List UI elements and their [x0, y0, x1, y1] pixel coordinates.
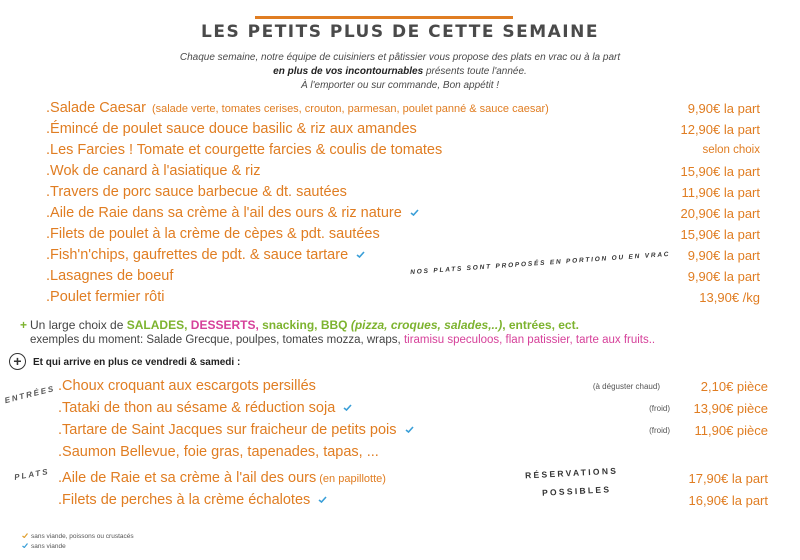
- weekend-entree-price: 13,90€ pièce: [693, 401, 768, 416]
- legend-blue: sans viande: [22, 543, 66, 550]
- weekend-plat-price: 17,90€ la part: [688, 471, 768, 486]
- menu-item-price: selon choix: [702, 144, 760, 156]
- weekend-entree-price: 11,90€ pièce: [694, 423, 768, 438]
- handwritten-portion-note: NOS PLATS SONT PROPOSÉS EN PORTION OU EN VRAC: [410, 250, 671, 277]
- weekend-heading: Et qui arrive en plus ce vendredi & samedi :: [33, 357, 241, 368]
- intro-bold: en plus de vos incontournables: [273, 66, 424, 77]
- intro-line-1: Chaque semaine, notre équipe de cuisiniers et pâtissier vous propose des plats en vrac ou à la part: [179, 52, 621, 63]
- menu-item-name: .Lasagnes de boeuf: [46, 268, 174, 284]
- menu-item: [46, 121, 760, 141]
- checkmark-orange-icon: [22, 533, 28, 538]
- menu-item: [46, 268, 760, 288]
- menu-item-price: 12,90€ la part: [680, 122, 760, 137]
- reservations-note-line-2: POSSIBLES: [541, 484, 612, 498]
- menu-item-price: 13,90€ /kg: [699, 290, 760, 305]
- weekend-entree-item: [58, 378, 768, 398]
- legend-orange: sans viande, poissons ou crustacés: [22, 533, 134, 540]
- entrees-side-label: ENTRÉES: [3, 383, 57, 406]
- menu-item-name: .Émincé de poulet sauce douce basilic & riz aux amandes: [46, 121, 417, 137]
- menu-item-name: .Travers de porc sauce barbecue & dt. sautées: [46, 184, 347, 200]
- extras-examples: exemples du moment: Salade Grecque, poulpes, tomates mozza, wraps, tiramisu speculoos, flan patissier, tarte aux fruits..: [30, 334, 656, 346]
- menu-item: [46, 226, 760, 246]
- menu-item-name: .Wok de canard à l'asiatique & riz: [46, 163, 261, 179]
- weekend-entree-price: 2,10€ pièce: [700, 379, 768, 394]
- plus-circle-icon: +: [9, 353, 26, 370]
- menu-item-name: .Fish'n'chips, gaufrettes de pdt. & sauce tartare: [46, 247, 365, 263]
- menu-item-detail: (salade verte, tomates cerises, crouton, parmesan, poulet panné & sauce caesar): [151, 103, 549, 115]
- weekend-entree-note: (à déguster chaud): [592, 382, 660, 391]
- weekend-entree-name: .Tartare de Saint Jacques sur fraicheur de petits pois: [58, 422, 414, 438]
- menu-item-name: .Salade Caesar (salade verte, tomates cerises, crouton, parmesan, poulet panné & sauce caesar): [46, 100, 549, 116]
- menu-item-price: 15,90€ la part: [680, 164, 760, 179]
- menu-item-price: 9,90€ la part: [687, 101, 760, 116]
- menu-item: [46, 184, 760, 204]
- menu-item-price: 9,90€ la part: [687, 269, 760, 284]
- menu-item: [46, 289, 760, 309]
- weekend-entree-note: (froid): [649, 404, 670, 413]
- checkmark-blue-icon: [343, 404, 352, 411]
- extras-desserts: DESSERTS,: [190, 318, 259, 332]
- menu-item-price: 20,90€ la part: [680, 206, 760, 221]
- menu-item-price: 9,90€ la part: [687, 248, 760, 263]
- extras-salades: SALADES,: [126, 318, 188, 332]
- menu-item: [46, 142, 760, 162]
- weekend-entree-name: .Tataki de thon au sésame & réduction soja: [58, 400, 352, 416]
- menu-item-name: .Aile de Raie dans sa crème à l'ail des ours & riz nature: [46, 205, 419, 221]
- weekend-entree-note: (froid): [649, 426, 670, 435]
- intro-line-3: À l'emporter ou sur commande, Bon appétit !: [300, 80, 500, 91]
- menu-item-name: .Filets de poulet à la crème de cèpes & pdt. sautées: [46, 226, 380, 242]
- weekend-entree-name: .Saumon Bellevue, foie gras, tapenades, tapas, ...: [58, 444, 379, 460]
- plats-side-label: PLATS: [13, 466, 51, 483]
- checkmark-blue-icon: [410, 209, 419, 216]
- menu-item-price: 15,90€ la part: [680, 227, 760, 242]
- menu-item-price: 11,90€ la part: [681, 185, 760, 200]
- weekend-entree-item: [58, 400, 768, 420]
- intro-line-2: [0, 66, 800, 77]
- weekend-plat-name: .Filets de perches à la crème échalotes: [58, 492, 327, 508]
- weekend-plat-price: 16,90€ la part: [688, 493, 768, 508]
- weekend-plat-name: .Aile de Raie et sa crème à l'ail des ours (en papillotte): [58, 470, 386, 486]
- intro-line-2-rest: présents toute l'année.: [423, 66, 527, 77]
- checkmark-blue-icon: [318, 496, 327, 503]
- weekend-plat-item: [58, 492, 768, 512]
- weekend-entree-name: .Choux croquant aux escargots persillés: [58, 378, 316, 394]
- menu-item-name: .Poulet fermier rôti: [46, 289, 165, 305]
- menu-item-name: .Les Farcies ! Tomate et courgette farcies & coulis de tomates: [46, 142, 443, 158]
- weekend-entree-item: [58, 444, 768, 464]
- menu-item: [46, 100, 760, 120]
- menu-item: [46, 205, 760, 225]
- title-underline-accent: [255, 16, 513, 19]
- weekend-plat-item: [58, 470, 768, 490]
- menu-item: [46, 163, 760, 183]
- weekend-entree-item: [58, 422, 768, 442]
- weekend-plat-detail: (en papillotte): [319, 473, 386, 485]
- checkmark-blue-icon: [22, 543, 28, 548]
- page-title: LES PETITS PLUS DE CETTE SEMAINE: [201, 22, 599, 42]
- checkmark-blue-icon: [356, 251, 365, 258]
- checkmark-blue-icon: [405, 426, 414, 433]
- extras-line: + Un large choix de SALADES, DESSERTS, snacking, BBQ (pizza, croques, salades,..), entrées, ect.: [20, 318, 579, 332]
- reservations-note-line-1: RÉSERVATIONS: [524, 465, 619, 481]
